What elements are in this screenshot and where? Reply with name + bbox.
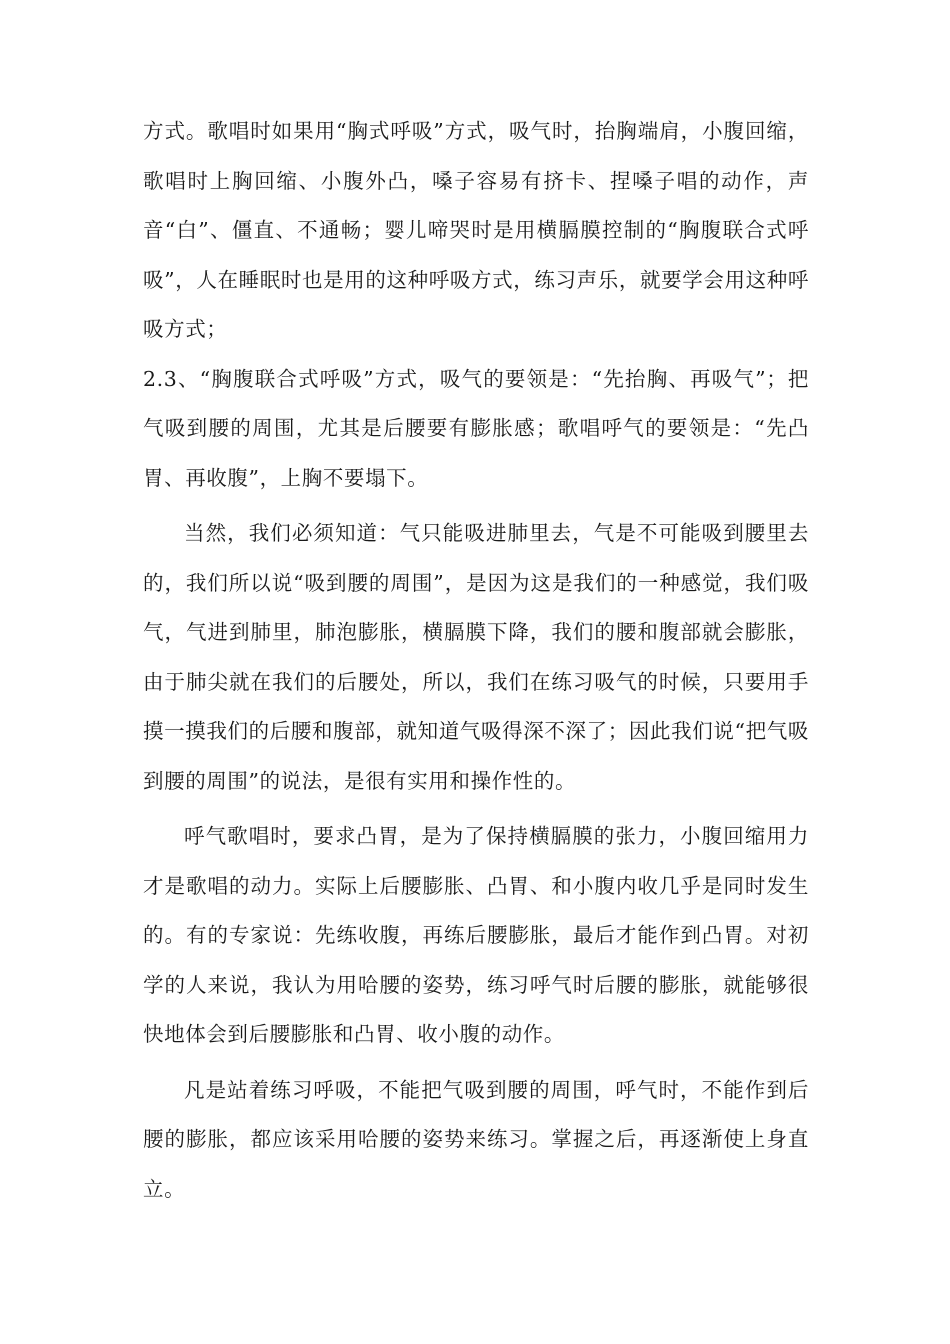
paragraph-section-2-3: 2.3、“胸腹联合式呼吸”方式，吸气的要领是：“先抬胸、再吸气”；把气吸到腰的周围，尤其是后腰要有膨胀感；歌唱呼气的要领是：“先凸胃、再收腹”，上胸不要塌下。 <box>143 366 809 490</box>
paragraph-chest-breathing: 方式。歌唱时如果用“胸式呼吸”方式，吸气时，抬胸端肩，小腹回缩，歌唱时上胸回缩、小腹外凸，嗓子容易有挤卡、捏嗓子唱的动作，声音“白”、僵直、不通畅；婴儿啼哭时是用横膈膜控制的“胸腹联合式呼吸”，人在睡眠时也是用的这种呼吸方式，练习声乐，就要学会用这种呼吸方式； <box>143 119 809 341</box>
paragraph-bending-posture: 凡是站着练习呼吸，不能把气吸到腰的周围，呼气时，不能作到后腰的膨胀，都应该采用哈腰的姿势来练习。掌握之后，再逐渐使上身直立。 <box>143 1077 809 1201</box>
paragraph-waist-feeling: 当然，我们必须知道：气只能吸进肺里去，气是不可能吸到腰里去的，我们所以说“吸到腰的周围”，是因为这是我们的一种感觉，我们吸气，气进到肺里，肺泡膨胀，横膈膜下降，我们的腰和腹部就会膨胀，由于肺尖就在我们的后腰处，所以，我们在练习吸气的时候，只要用手摸一摸我们的后腰和腹部，就知道气吸得深不深了；因此我们说“把气吸到腰的周围”的说法，是很有实用和操作性的。 <box>143 521 809 793</box>
paragraph-exhale-singing: 呼气歌唱时，要求凸胃，是为了保持横膈膜的张力，小腹回缩用力才是歌唱的动力。实际上后腰膨胀、凸胃、和小腹内收几乎是同时发生的。有的专家说：先练收腹，再练后腰膨胀，最后才能作到凸胃。对初学的人来说，我认为用哈腰的姿势，练习呼气时后腰的膨胀，就能够很快地体会到后腰膨胀和凸胃、收小腹的动作。 <box>143 824 809 1046</box>
document-body <box>143 107 809 1214</box>
